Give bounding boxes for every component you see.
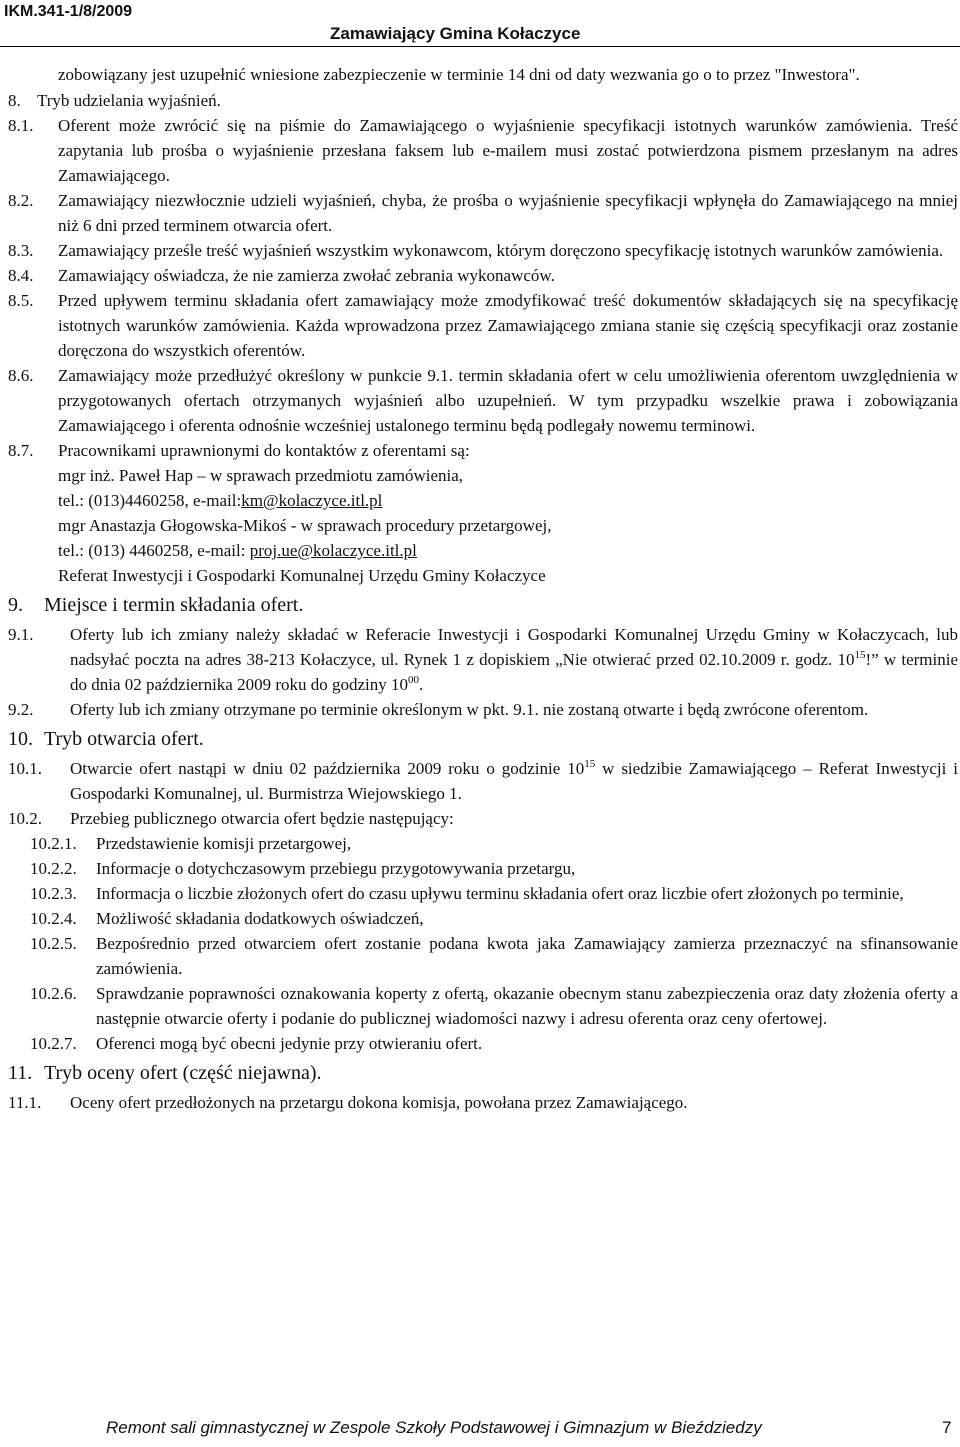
contact-line-1: mgr inż. Paweł Hap – w sprawach przedmiotu zamówienia, xyxy=(58,466,464,485)
contact-line-5: Referat Inwestycji i Gospodarki Komunalnej Urzędu Gminy Kołaczyce xyxy=(58,566,546,585)
list-item: 10.2.4. Możliwość składania dodatkowych oświadczeń, xyxy=(30,909,424,928)
footer-text: Remont sali gimnastycznej w Zespole Szkoły Podstawowej i Gimnazjum w Bieździedzy xyxy=(106,1418,762,1437)
paragraph-8-6: 8.6. Zamawiający może przedłużyć określony w punkcie 9.1. termin składania ofert w celu umożliwienia oferentom uwzględnienia w przygotowanych ofertach otrzymanych wyjaśnień albo uzupełnień. W tym przypadku wszelkie prawa i zobowiązania Zamawiającego i oferenta odnośnie wcześniej ustalonego terminu będą podlegały nowemu terminowi. xyxy=(8,366,958,435)
list-item: 10.2.7. Oferenci mogą być obecni jedynie przy otwieraniu ofert. xyxy=(30,1034,483,1053)
document-body xyxy=(8,62,958,1115)
list-10-2 xyxy=(8,831,958,1056)
list-item: 10.2.3. Informacja o liczbie złożonych ofert do czasu upływu terminu składania ofert oraz liczbie ofert złożonych po terminie, xyxy=(30,884,904,903)
paragraph-8-5: 8.5. Przed upływem terminu składania ofert zamawiający może zmodyfikować treść dokumentów składających się na specyfikację istotnych warunków zamówienia. Każda wprowadzona przez Zamawiającego zmiana stanie się częścią specyfikacji oraz zostanie doręczona do wszystkich oferentów. xyxy=(8,291,958,360)
section-heading-11: 11. Tryb oceny ofert (część niejawna). xyxy=(8,1062,322,1084)
paragraph-10-1: 10.1. Otwarcie ofert nastąpi w dniu 02 października 2009 roku o godzinie $10^{15}$ w siedzibie Zamawiającego – Referat Inwestycji i Gospodarki Komunalnej, ul. Burmistrza Wiejowskiego 1. xyxy=(8,758,959,803)
email-link-2[interactable]: proj.ue@kolaczyce.itl.pl xyxy=(249,541,417,560)
paragraph-11-1: 11.1. Oceny ofert przedłożonych na przetargu dokona komisja, powołana przez Zamawiającego. xyxy=(8,1093,688,1112)
list-item: 10.2.2. Informacje o dotychczasowym przebiegu przygotowywania przetargu, xyxy=(30,859,576,878)
section-heading-9: 9. Miejsce i termin składania ofert. xyxy=(8,594,304,616)
paragraph-9-1: 9.1. Oferty lub ich zmiany należy składać w Referacie Inwestycji i Gospodarki Komunalnej Urzędu Gminy w Kołaczycach, lub nadsyłać poczta na adres 38-213 Kołaczyce, ul. Rynek 1 z dopiskiem „Nie otwierać przed 02.10.2009 r. godz. $10^{15}$!” w terminie do dnia 02 października 2009 roku do godziny $10^{00}$. xyxy=(8,625,958,694)
paragraph-8-7: 8.7. Pracownikami uprawnionymi do kontaktów z oferentami są: mgr inż. Paweł Hap – w sprawach przedmiotu zamówienia, tel.: (013)4460258, e-mail:km@kolaczyce.itl.pl mgr Anastazja Głogowska-Mikoś - w sprawach procedury przetargowej, tel.: (013) 4460258, e-mail: proj.ue@kolaczyce.itl.pl Referat Inwestycji i Gospodarki Komunalnej Urzędu Gminy Kołaczyce xyxy=(58,438,958,588)
contact-line-3: mgr Anastazja Głogowska-Mikoś - w sprawach procedury przetargowej, xyxy=(58,516,552,535)
paragraph-10-2: 10.2. Przebieg publicznego otwarcia ofert będzie następujący: xyxy=(8,809,454,828)
paragraph-8-4: 8.4. Zamawiający oświadcza, że nie zamierza zwołać zebrania wykonawców. xyxy=(8,266,555,285)
continued-paragraph: zobowiązany jest uzupełnić wniesione zabezpieczenie w terminie 14 dni od daty wezwania go o to przez "Inwestora". xyxy=(58,65,860,84)
list-item: 10.2.1. Przedstawienie komisji przetargowej, xyxy=(30,834,352,853)
page-number: 7 xyxy=(942,1418,952,1437)
header-title: Zamawiający Gmina Kołaczyce xyxy=(330,24,581,43)
list-item: 10.2.6. Sprawdzanie poprawności oznakowania koperty z ofertą, okazanie obecnym stanu zabezpieczenia oraz daty złożenia oferty a następnie otwarcie oferty i podanie do publicznej wiadomości nazwy i adresu oferenta oraz ceny ofertowej. xyxy=(30,984,958,1028)
contact-line-2: tel.: (013)4460258, e-mail:km@kolaczyce.itl.pl xyxy=(58,491,383,510)
paragraph-8-3: 8.3. Zamawiający prześle treść wyjaśnień wszystkim wykonawcom, którym doręczono specyfikację istotnych warunków zamówienia. xyxy=(8,241,944,260)
header-rule xyxy=(0,46,960,47)
email-link-1[interactable]: km@kolaczyce.itl.pl xyxy=(241,491,383,510)
contact-line-4: tel.: (013) 4460258, e-mail: proj.ue@kolaczyce.itl.pl xyxy=(58,541,417,560)
paragraph-8-2: 8.2. Zamawiający niezwłocznie udzieli wyjaśnień, chyba, że prośba o wyjaśnienie specyfikacji wpłynęła do Zamawiającego na mniej niż 6 dni przed terminem otwarcia ofert. xyxy=(8,191,958,235)
list-item: 10.2.5. Bezpośrednio przed otwarciem ofert zostanie podana kwota jaka Zamawiający zamierza przeznaczyć na sfinansowanie zamówienia. xyxy=(30,934,958,978)
paragraph-8-1: 8.1. Oferent może zwrócić się na piśmie do Zamawiającego o wyjaśnienie specyfikacji istotnych warunków zamówienia. Treść zapytania lub prośba o wyjaśnienie przesłana faksem lub e-mailem musi zostać potwierdzona pismem przesłanym na adres Zamawiającego. xyxy=(8,116,958,185)
document-reference: IKM.341-1/8/2009 xyxy=(4,3,133,20)
paragraph-9-2: 9.2. Oferty lub ich zmiany otrzymane po terminie określonym w pkt. 9.1. nie zostaną otwarte i będą zwrócone oferentom. xyxy=(8,700,869,719)
section-heading-10: 10. Tryb otwarcia ofert. xyxy=(8,728,204,750)
page-header xyxy=(0,0,960,48)
section-heading-8: 8. Tryb udzielania wyjaśnień. xyxy=(8,91,221,110)
